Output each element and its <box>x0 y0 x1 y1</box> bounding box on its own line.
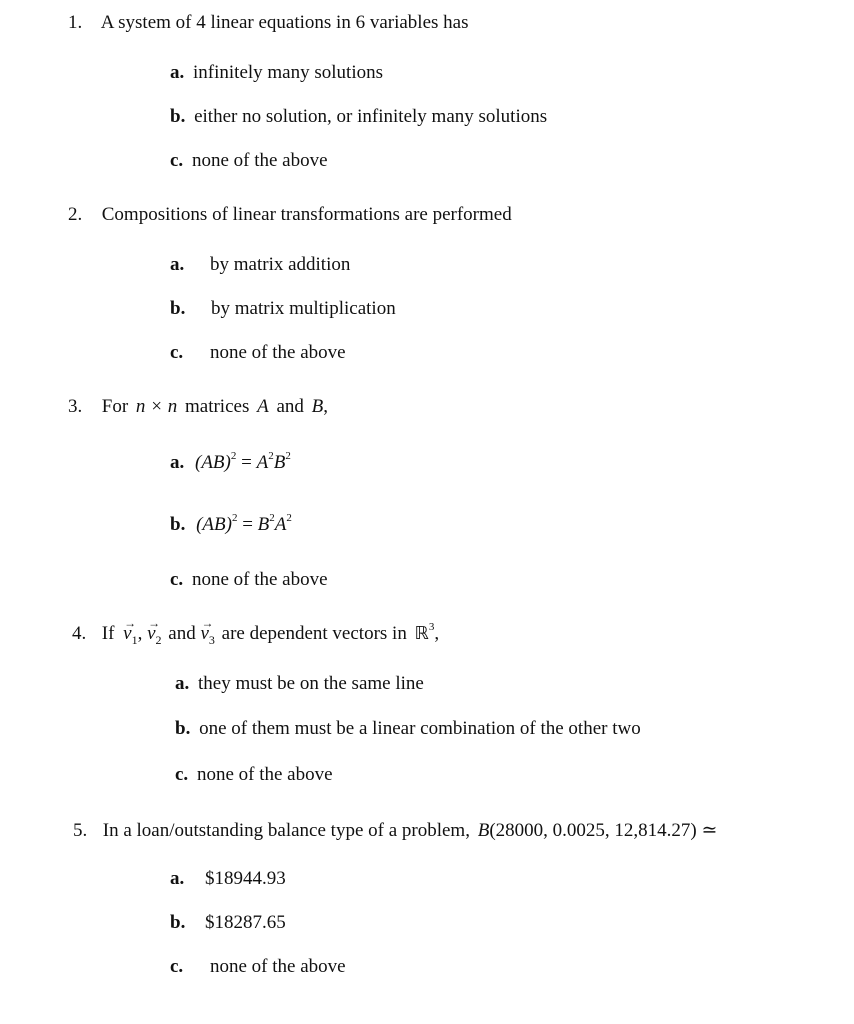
question-number: 3. <box>68 396 83 417</box>
option-letter: a. <box>175 673 190 694</box>
option-text: one of them must be a linear combination of the other two <box>199 718 641 739</box>
question-number: 1. <box>68 12 83 33</box>
option-text: none of the above <box>210 956 346 977</box>
question-number: 2. <box>68 204 83 225</box>
option-text: none of the above <box>196 764 333 785</box>
option-3b <box>170 513 292 539</box>
option-letter: a. <box>170 868 185 889</box>
vector-sub-3: 3 <box>208 633 215 647</box>
option-text: they must be on the same line <box>198 673 424 694</box>
option-letter: b. <box>170 912 186 933</box>
question-suffix: , <box>434 623 440 644</box>
question-middle: matrices <box>184 396 250 417</box>
option-5a <box>170 867 286 891</box>
formula-lhs: (AB) <box>196 514 232 535</box>
formula-eq: = <box>242 514 253 535</box>
option-letter: b. <box>170 514 186 535</box>
question-text: A system of 4 linear equations in 6 variables has <box>100 12 469 33</box>
option-text: $18287.65 <box>205 912 286 933</box>
question-5 <box>73 819 717 843</box>
option-5c <box>170 955 346 979</box>
and-text: and <box>276 396 304 417</box>
formula-lhs: (AB) <box>195 452 231 473</box>
formula-exp: 2 <box>230 450 237 462</box>
option-letter: c. <box>170 150 184 171</box>
option-2c <box>170 341 346 365</box>
option-letter: a. <box>170 62 185 83</box>
option-1b <box>170 105 547 129</box>
formula-r2-exp: 2 <box>286 512 292 524</box>
question-prefix: If <box>101 623 115 644</box>
question-2 <box>68 203 512 227</box>
formula-r1: B <box>257 514 270 535</box>
vector-sub-2: 2 <box>155 633 162 647</box>
option-letter: b. <box>175 718 191 739</box>
matrix-b: B <box>311 396 324 417</box>
vector-v3: → v <box>200 622 208 646</box>
and-text: and <box>168 623 196 644</box>
option-5b <box>170 911 286 935</box>
balance-function: B <box>477 820 490 841</box>
option-text: by matrix addition <box>210 254 351 275</box>
question-number: 5. <box>73 820 88 841</box>
option-text: either no solution, or infinitely many solutions <box>194 106 548 127</box>
option-letter: a. <box>170 452 185 473</box>
question-suffix: , <box>323 396 328 417</box>
vector-v1: → v <box>123 622 131 646</box>
balance-args: (28000, 0.0025, 12,814.27) <box>489 820 697 841</box>
option-1a <box>170 61 383 85</box>
option-text: none of the above <box>210 342 346 363</box>
question-number: 4. <box>72 623 87 644</box>
option-3c <box>170 568 328 592</box>
option-2a <box>170 253 350 277</box>
formula-r1-exp: 2 <box>268 450 274 462</box>
option-letter: c. <box>170 569 184 590</box>
formula-r2-exp: 2 <box>285 450 291 462</box>
option-4c <box>175 763 333 787</box>
option-text: none of the above <box>191 150 328 171</box>
comma: , <box>137 623 143 644</box>
formula-exp: 2 <box>231 512 238 524</box>
option-letter: b. <box>170 106 186 127</box>
option-letter: b. <box>170 298 186 319</box>
vector-sub-1: 1 <box>131 633 138 647</box>
real-space: ℝ <box>414 623 429 644</box>
option-letter: c. <box>175 764 189 785</box>
formula-r2: A <box>274 514 287 535</box>
question-4 <box>72 622 439 648</box>
option-letter: a. <box>170 254 185 275</box>
formula-r1: A <box>256 452 269 473</box>
space-exp: 3 <box>428 621 435 633</box>
option-3a <box>170 451 291 477</box>
formula-eq: = <box>241 452 252 473</box>
vector-v2: → v <box>147 622 155 646</box>
option-2b <box>170 297 396 321</box>
formula-r1-exp: 2 <box>269 512 275 524</box>
approx-symbol: ≃ <box>701 820 718 841</box>
option-text: infinitely many solutions <box>193 62 383 83</box>
question-prefix: For <box>101 396 129 417</box>
question-text: Compositions of linear transformations are performed <box>101 204 512 225</box>
question-prefix: In a loan/outstanding balance type of a problem, <box>102 820 470 841</box>
matrix-dims: n × n <box>135 396 178 417</box>
option-letter: c. <box>170 956 184 977</box>
option-4a <box>175 672 424 696</box>
question-1 <box>68 11 469 35</box>
option-4b <box>175 717 641 741</box>
option-text: none of the above <box>191 569 328 590</box>
question-3 <box>68 395 328 419</box>
question-middle: are dependent vectors in <box>221 623 407 644</box>
formula-r2: B <box>273 452 286 473</box>
option-text: $18944.93 <box>205 868 286 889</box>
option-1c <box>170 149 328 173</box>
option-text: by matrix multiplication <box>211 298 396 319</box>
matrix-a: A <box>257 396 269 417</box>
option-letter: c. <box>170 342 184 363</box>
